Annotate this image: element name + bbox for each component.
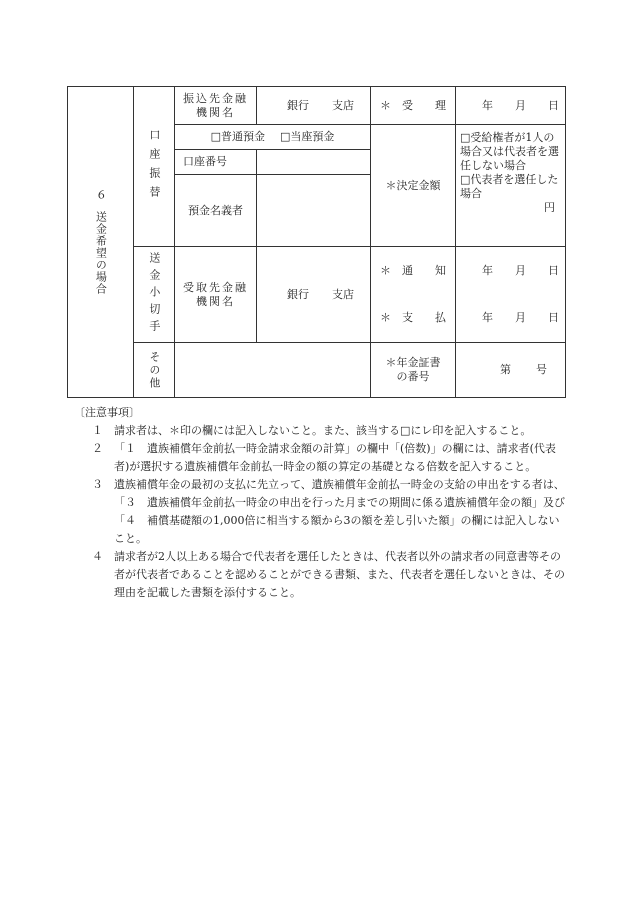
tsuchi-label: ＊ 通 知 [371, 247, 456, 295]
notes-heading: 〔注意事項〕 [74, 406, 140, 419]
account-holder-label: 預金名義者 [175, 175, 257, 247]
shiharai-date-field [456, 295, 566, 343]
note-item [74, 440, 566, 476]
furikomi-bank-field[interactable] [257, 87, 371, 125]
amount-option-single[interactable]: □受給権者が1人の場合又は代表者を選任しない場合 [460, 131, 559, 172]
other-label-cell [134, 343, 175, 398]
kogitte-label: 送金小切手 [147, 252, 161, 337]
note-number: １ [92, 424, 103, 437]
juri-label: ＊ 受 理 [371, 87, 456, 125]
note-number: ２ [92, 442, 103, 455]
section-6-header [68, 87, 134, 398]
date-month: 月 [515, 98, 526, 112]
note-number: ４ [92, 550, 103, 563]
furikomi-branch-suffix: 支店 [332, 98, 354, 112]
notes-section [74, 404, 566, 602]
date-year: 年 [482, 311, 493, 325]
date-day: 日 [548, 311, 559, 325]
note-text: 請求者が2人以上ある場合で代表者を選任したときは、代表者以外の請求者の同意書等その者が代表者であることを認めることができる書類、また、代表者を選任しないときは、その理由を記載した書類を添付すること。 [114, 550, 565, 599]
pension-dai: 第 [500, 363, 511, 377]
furikomi-bank-suffix: 銀行 [287, 98, 309, 112]
shiharai-label: ＊ 支 払 [371, 295, 456, 343]
pension-go: 号 [536, 363, 547, 377]
note-text: 請求者は、＊印の欄には記入しないこと。また、該当する□にレ印を記入すること。 [114, 424, 532, 437]
furikomi-label-cell [134, 87, 175, 247]
date-month: 月 [515, 311, 526, 325]
furikomi-label: 口座振替 [147, 128, 161, 205]
kettei-label: ＊決定金額 [371, 125, 456, 247]
pension-number-field [456, 343, 566, 398]
account-holder-field[interactable] [257, 175, 371, 247]
note-item [74, 548, 566, 602]
checkbox-futsu[interactable]: □普通預金 [210, 130, 265, 144]
amount-option-representative[interactable]: □代表者を選任した場合 [460, 173, 559, 200]
checkbox-toza[interactable]: □当座預金 [280, 130, 335, 144]
account-number-label: 口座番号 [175, 150, 257, 175]
deposit-type-cell [175, 125, 371, 150]
date-month: 月 [515, 263, 526, 277]
date-year: 年 [482, 98, 493, 112]
note-item [74, 422, 566, 440]
note-number: ３ [92, 478, 103, 491]
tsuchi-date-field [456, 247, 566, 295]
account-number-field[interactable] [257, 150, 371, 175]
note-item [74, 476, 566, 548]
note-text: 「１ 遺族補償年金前払一時金請求金額の計算」の欄中「(倍数)」の欄には、請求者(代表者)が選択する遺族補償年金前払一時金の額の算定の基礎となる倍数を記入すること。 [114, 442, 556, 473]
juri-date-field [456, 87, 566, 125]
pension-number-label: ＊年金証書の番号 [371, 343, 456, 398]
section-title: 送金希望の場合 [94, 211, 108, 295]
amount-unit: 円 [544, 201, 555, 214]
furikomi-bank-label: 振込先金融機関名 [175, 87, 257, 125]
section-number: ６ [94, 189, 108, 201]
date-year: 年 [482, 263, 493, 277]
date-day: 日 [548, 98, 559, 112]
date-day: 日 [548, 263, 559, 277]
note-text: 遺族補償年金の最初の支払に先立って、遺族補償年金前払一時金の支給の申出をする者は、「３ 遺族補償年金前払一時金の申出を行った月までの期間に係る遺族補償年金の額」及び「４ 補償基礎額の1,000倍に相当する額から3の額を差し引いた額」の欄には記入しないこと。 [114, 478, 565, 545]
other-label: その他 [147, 350, 161, 390]
amount-options-cell [456, 125, 566, 247]
kogitte-branch-suffix: 支店 [332, 287, 354, 301]
other-field[interactable] [175, 343, 371, 398]
kogitte-bank-field[interactable] [257, 247, 371, 343]
kogitte-bank-suffix: 銀行 [287, 287, 309, 301]
kogitte-bank-label: 受取先金融機関名 [175, 247, 257, 343]
kogitte-label-cell [134, 247, 175, 343]
remittance-form-table [67, 86, 566, 398]
